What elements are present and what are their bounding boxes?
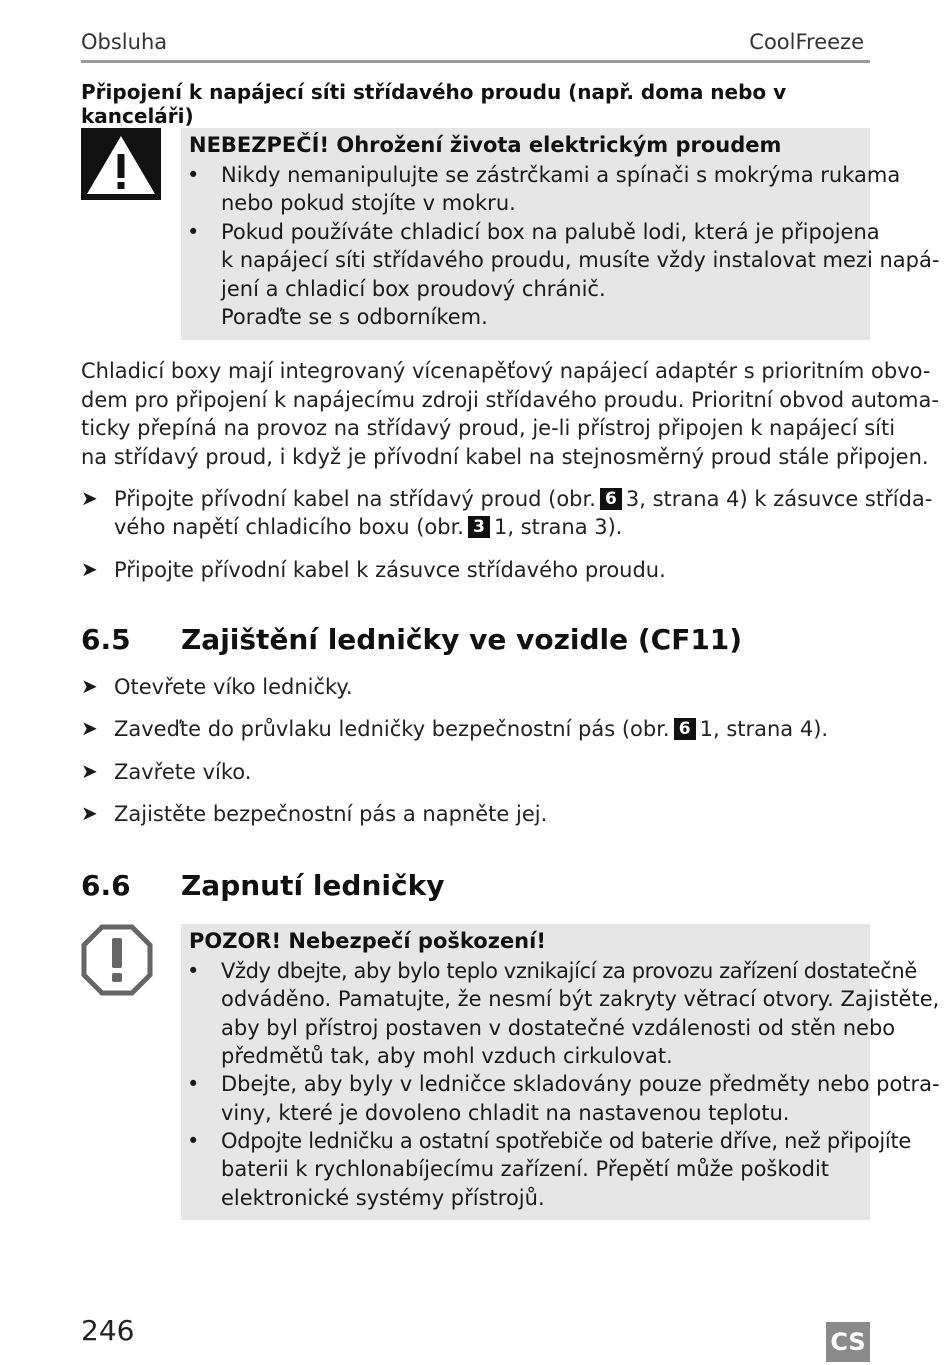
caution-line: elektronické systémy přístrojů.	[221, 1186, 545, 1210]
figure-ref-badge: 6	[600, 488, 622, 510]
section-number: 6.6	[81, 869, 131, 902]
danger-line: Pokud používáte chladicí box na palubě lodi, která je připojena	[221, 220, 880, 244]
figure-ref-badge: 3	[468, 516, 490, 538]
danger-line: k napájecí síti střídavého proudu, musíte vždy instalovat mezi napá-	[221, 248, 940, 272]
header-product-name: CoolFreeze	[749, 30, 864, 54]
danger-line: Nikdy nemanipulujte se zástrčkami a spínači s mokrýma rukama	[221, 163, 901, 187]
caution-octagon-icon	[81, 924, 153, 1000]
caution-line: aby byl přístroj postaven v dostatečné vzdálenosti od stěn nebo	[221, 1016, 896, 1040]
step-belt	[114, 715, 828, 744]
caution-line: Odpojte ledničku a ostatní spotřebiče od baterie dříve, než připojíte	[221, 1129, 912, 1153]
step-arrow-icon: ➤	[81, 557, 98, 581]
danger-line: jení a chladicí box proudový chránič.	[221, 277, 606, 301]
page-number: 246	[81, 1314, 135, 1347]
section-title: Zajištění ledničky ve vozidle (CF11)	[181, 623, 743, 656]
subsection-title: Připojení k napájecí síti střídavého proudu (např. doma nebo v kanceláři)	[81, 80, 787, 128]
bullet-icon: •	[187, 1072, 200, 1096]
caution-line: odváděno. Pamatujte, že nesmí být zakryty větrací otvory. Zajistěte,	[221, 987, 940, 1011]
header-section-label: Obsluha	[81, 30, 168, 54]
step-text: Zaveďte do průvlaku ledničky bezpečnostní pás (obr.	[114, 717, 670, 741]
body-line: dem pro připojení k napájecímu zdroji střídavého proudu. Prioritní obvod automa-	[81, 388, 939, 412]
body-line: ticky přepíná na provoz na střídavý proud, je-li přístroj připojen k napájecí síti	[81, 416, 896, 440]
step-text: 1, strana 4).	[699, 717, 829, 741]
step-arrow-icon: ➤	[81, 674, 98, 698]
caution-box	[181, 924, 940, 1220]
warning-triangle-icon	[81, 128, 161, 204]
section-number: 6.5	[81, 623, 131, 656]
bullet-icon: •	[187, 163, 200, 187]
body-line: Chladicí boxy mají integrovaný vícenapěťový napájecí adaptér s prioritním obvo-	[81, 359, 931, 383]
caution-line: viny, které je dovoleno chladit na nastavenou teplotu.	[221, 1101, 790, 1125]
step-text: vého napětí chladicího boxu (obr.	[114, 515, 464, 539]
language-badge: CS	[826, 1322, 870, 1362]
step-arrow-icon: ➤	[81, 486, 98, 510]
step-arrow-icon: ➤	[81, 801, 98, 825]
header-divider	[81, 60, 870, 63]
figure-ref-badge: 6	[674, 718, 696, 740]
section-title: Zapnutí ledničky	[181, 869, 445, 902]
step-ac-plug: Připojte přívodní kabel k zásuvce střídavého proudu.	[114, 558, 666, 582]
danger-line: nebo pokud stojíte v mokru.	[221, 191, 516, 215]
step-ac-connect	[114, 485, 932, 514]
caution-line: baterii k rychlonabíjecímu zařízení. Přepětí může poškodit	[221, 1157, 830, 1181]
step-ac-connect-cont	[114, 513, 622, 542]
bullet-icon: •	[187, 220, 200, 244]
bullet-icon: •	[187, 1129, 200, 1153]
danger-line: Poraďte se s odborníkem.	[221, 305, 488, 329]
danger-title: NEBEZPEČÍ! Ohrožení života elektrickým proudem	[189, 133, 782, 157]
step-text: Připojte přívodní kabel na střídavý proud (obr.	[114, 487, 596, 511]
step-text: 3, strana 4) k zásuvce střída-	[625, 487, 933, 511]
caution-line: Dbejte, aby byly v ledničce skladovány pouze předměty nebo potra-	[221, 1072, 940, 1096]
step-arrow-icon: ➤	[81, 716, 98, 740]
caution-title: POZOR! Nebezpečí poškození!	[189, 929, 546, 953]
bullet-icon: •	[187, 959, 200, 983]
step-arrow-icon: ➤	[81, 759, 98, 783]
caution-line: předmětů tak, aby mohl vzduch cirkulovat.	[221, 1044, 673, 1068]
step-text: 1, strana 3).	[494, 515, 623, 539]
caution-line: Vždy dbejte, aby bylo teplo vznikající za provozu zařízení dostatečně	[221, 959, 917, 983]
step-secure-belt: Zajistěte bezpečnostní pás a napněte jej.	[114, 802, 548, 826]
danger-warning-box	[181, 128, 940, 340]
body-line: na střídavý proud, i když je přívodní kabel na stejnosměrný proud stále připojen.	[81, 445, 929, 469]
step-open-lid: Otevřete víko ledničky.	[114, 675, 353, 699]
step-close-lid: Zavřete víko.	[114, 760, 252, 784]
